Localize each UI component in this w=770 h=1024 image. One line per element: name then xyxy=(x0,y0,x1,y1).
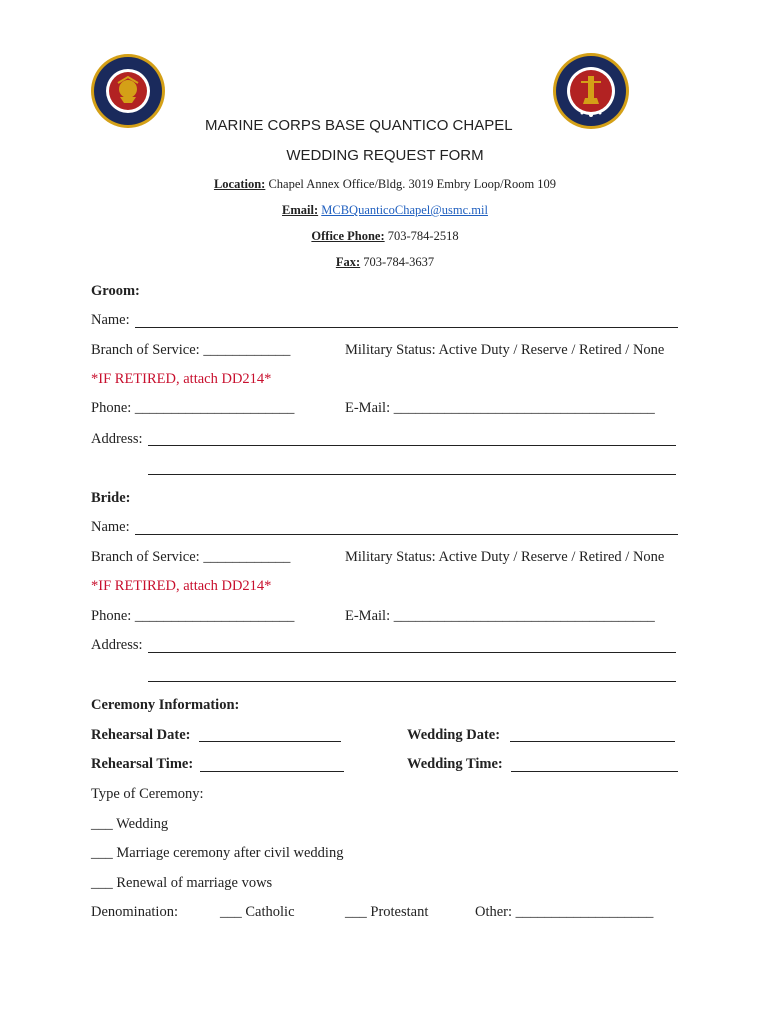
email-label: Email: xyxy=(282,203,319,217)
wedding-time-field[interactable] xyxy=(511,771,678,772)
denomination-protestant[interactable]: ___ Protestant xyxy=(345,904,429,920)
rehearsal-time-label: Rehearsal Time: xyxy=(91,756,194,772)
bride-retired-note: *IF RETIRED, attach DD214* xyxy=(91,578,272,594)
bride-heading: Bride: xyxy=(91,490,131,506)
bride-address-field-1[interactable] xyxy=(148,652,676,653)
office-phone-label: Office Phone: xyxy=(311,229,385,243)
email-link[interactable]: MCBQuanticoChapel@usmc.mil xyxy=(321,203,488,217)
denomination-catholic[interactable]: ___ Catholic xyxy=(220,904,295,920)
groom-address-field-2[interactable] xyxy=(148,474,676,475)
bride-address-field-2[interactable] xyxy=(148,681,676,682)
groom-name-field[interactable] xyxy=(135,327,678,328)
marine-corps-base-quantico-seal-icon xyxy=(552,52,630,135)
bride-name-label: Name: xyxy=(91,519,130,535)
bride-address-label: Address: xyxy=(91,637,143,653)
rehearsal-date-field[interactable] xyxy=(199,741,341,742)
groom-phone-field[interactable]: Phone: ______________________ xyxy=(91,400,295,416)
ceremony-heading: Ceremony Information: xyxy=(91,697,240,713)
bride-military-status: Military Status: Active Duty / Reserve / Retired / None xyxy=(345,549,665,565)
option-wedding[interactable]: ___ Wedding xyxy=(91,816,169,832)
location-label: Location: xyxy=(213,177,266,191)
fax-label: Fax: xyxy=(335,255,361,269)
groom-heading: Groom: xyxy=(91,283,140,299)
groom-retired-note: *IF RETIRED, attach DD214* xyxy=(91,371,272,387)
bride-email-field[interactable]: E-Mail: ____________________________________ xyxy=(345,608,655,624)
ceremony-type-label: Type of Ceremony: xyxy=(91,786,204,802)
groom-email-field[interactable]: E-Mail: ____________________________________ xyxy=(345,400,655,416)
location-value: Chapel Annex Office/Bldg. 3019 Embry Loop/Room 109 xyxy=(268,177,557,191)
rehearsal-date-label: Rehearsal Date: xyxy=(91,727,191,743)
rehearsal-time-field[interactable] xyxy=(200,771,344,772)
bride-name-field[interactable] xyxy=(135,534,678,535)
option-after-civil-wedding[interactable]: ___ Marriage ceremony after civil wedding xyxy=(91,845,344,861)
org-title: MARINE CORPS BASE QUANTICO CHAPEL xyxy=(205,117,513,134)
wedding-date-field[interactable] xyxy=(510,741,675,742)
wedding-date-label: Wedding Date: xyxy=(407,727,501,743)
denomination-other[interactable]: Other: ___________________ xyxy=(475,904,654,920)
office-phone-value: 703-784-2518 xyxy=(387,229,459,243)
department-of-navy-usmc-seal-icon xyxy=(90,53,166,134)
bride-branch-field[interactable]: Branch of Service: ____________ xyxy=(91,549,291,565)
groom-branch-field[interactable]: Branch of Service: ____________ xyxy=(91,342,291,358)
location-line xyxy=(0,177,770,192)
groom-address-label: Address: xyxy=(91,431,143,447)
wedding-time-label: Wedding Time: xyxy=(407,756,503,772)
groom-address-field-1[interactable] xyxy=(148,445,676,446)
fax-value: 703-784-3637 xyxy=(363,255,435,269)
form-title: WEDDING REQUEST FORM xyxy=(286,147,484,164)
bride-phone-field[interactable]: Phone: ______________________ xyxy=(91,608,295,624)
email-line xyxy=(0,203,770,218)
fax-line xyxy=(0,255,770,270)
office-phone-line xyxy=(0,229,770,244)
groom-name-label: Name: xyxy=(91,312,130,328)
denomination-label: Denomination: xyxy=(91,904,178,920)
groom-military-status: Military Status: Active Duty / Reserve / Retired / None xyxy=(345,342,665,358)
option-renewal-of-vows[interactable]: ___ Renewal of marriage vows xyxy=(91,875,273,891)
